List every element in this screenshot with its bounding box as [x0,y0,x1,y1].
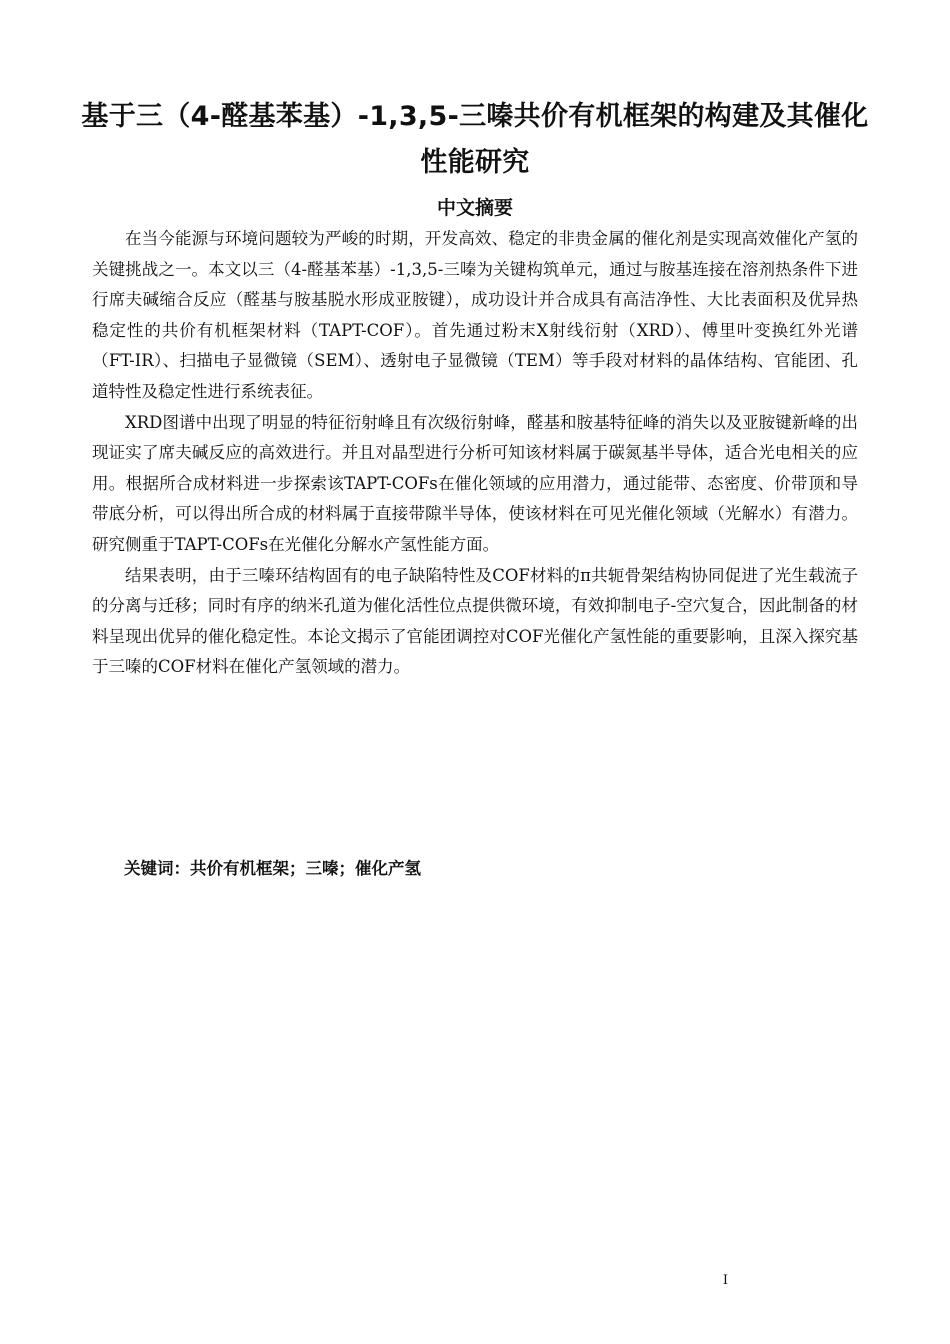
page-number: I [722,1273,728,1288]
abstract-heading: 中文摘要 [436,197,513,219]
abstract-body [92,224,858,683]
abstract-paragraph-2: XRD图谱中出现了明显的特征衍射峰且有次级衍射峰，醛基和胺基特征峰的消失以及亚胺键新峰的出现证实了席夫碱反应的高效进行。并且对晶型进行分析可知该材料属于碳氮基半导体，适合光电相关的应用。根据所合成材料进一步探索该TAPT-COFs在催化领域的应用潜力，通过能带、态密度、价带顶和导带底分析，可以得出所合成的材料属于直接带隙半导体，使该材料在可见光催化领域（光解水）有潜力。研究侧重于TAPT-COFs在光催化分解水产氢性能方面。 [92,412,858,554]
document-title: 基于三（4-醛基苯基）-1,3,5-三嗪共价有机框架的构建及其催化性能研究 [81,101,869,178]
abstract-paragraph-1: 在当今能源与环境问题较为严峻的时期，开发高效、稳定的非贵金属的催化剂是实现高效催化产氢的关键挑战之一。本文以三（4-醛基苯基）-1,3,5-三嗪为关键构筑单元，通过与胺基连接在溶剂热条件下进行席夫碱缩合反应（醛基与胺基脱水形成亚胺键），成功设计并合成具有高洁净性、大比表面积及优异热稳定性的共价有机框架材料（TAPT-COF）。首先通过粉末X射线衍射（XRD）、傅里叶变换红外光谱（FT-IR）、扫描电子显微镜（SEM）、透射电子显微镜（TEM）等手段对材料的晶体结构、官能团、孔道特性及稳定性进行系统表征。 [92,229,858,401]
abstract-paragraph-3: 结果表明，由于三嗪环结构固有的电子缺陷特性及COF材料的π共轭骨架结构协同促进了光生载流子的分离与迁移；同时有序的纳米孔道为催化活性位点提供微环境，有效抑制电子-空穴复合，因此制备的材料呈现出优异的催化稳定性。本论文揭示了官能团调控对COF光催化产氢性能的重要影响，且深入探究基于三嗪的COF材料在催化产氢领域的潜力。 [92,565,858,677]
keywords-line: 关键词：共价有机框架；三嗪；催化产氢 [124,859,421,878]
